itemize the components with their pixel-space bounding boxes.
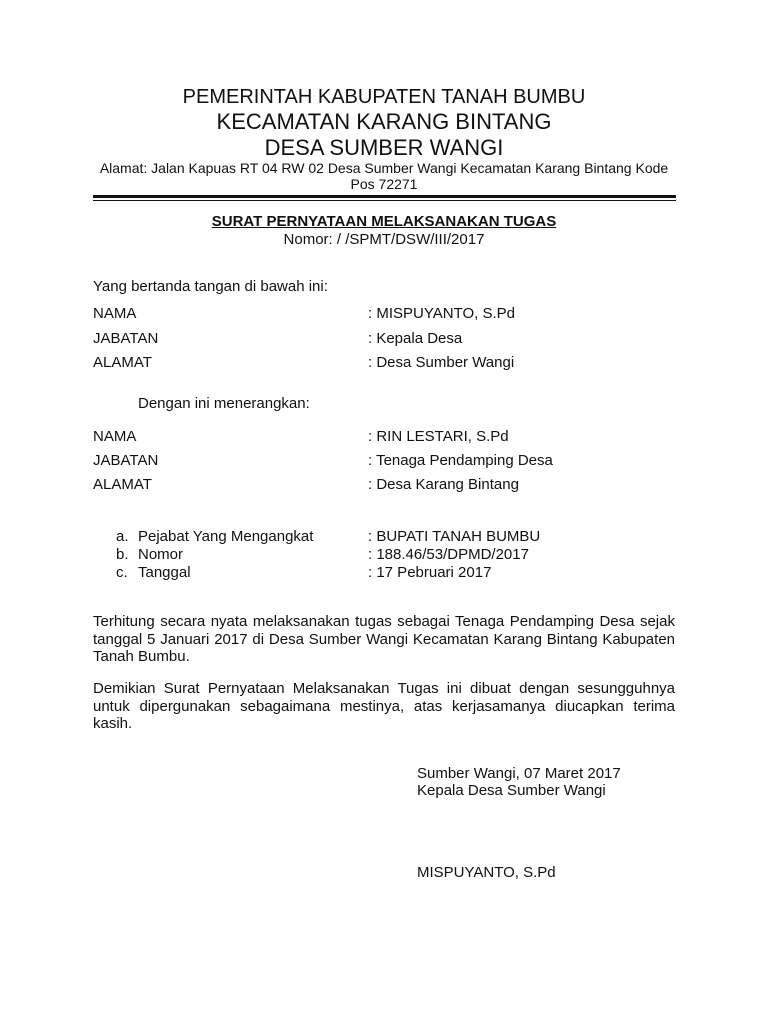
header-village: DESA SUMBER WANGI (264, 135, 504, 160)
subject-position-label: JABATAN (93, 452, 159, 469)
signer-intro: Yang bertanda tangan di bawah ini: (93, 278, 328, 295)
appointment-marker-b: b. (116, 546, 129, 563)
header-divider-thick (93, 195, 676, 198)
signature-position: Kepala Desa Sumber Wangi (417, 782, 606, 799)
header-government: PEMERINTAH KABUPATEN TANAH BUMBU (182, 86, 586, 108)
signer-name-label: NAMA (93, 305, 137, 322)
signature-place-date: Sumber Wangi, 07 Maret 2017 (417, 765, 621, 782)
assignment-paragraph: Terhitung secara nyata melaksanakan tugas sebagai Tenaga Pendamping Desa sejak tanggal 5 Januari 2017 di Desa Sumber Wangi Kecamatan Karang Bintang Kabupaten Tanah Bumbu. (93, 613, 675, 665)
appointment-marker-c: c. (116, 564, 128, 581)
subject-name-value: : RIN LESTARI, S.Pd (368, 428, 509, 445)
subject-position-value: : Tenaga Pendamping Desa (368, 452, 553, 469)
appointment-date-value: : 17 Pebruari 2017 (368, 564, 492, 581)
header-district: KECAMATAN KARANG BINTANG (216, 109, 552, 134)
signer-address-value: : Desa Sumber Wangi (368, 354, 515, 371)
header-divider-thin (93, 200, 676, 201)
appointment-official-value: : BUPATI TANAH BUMBU (368, 528, 541, 545)
subject-intro: Dengan ini menerangkan: (138, 395, 310, 412)
signature-name: MISPUYANTO, S.Pd (417, 864, 556, 881)
appointment-marker-a: a. (116, 528, 129, 545)
appointment-number-value: : 188.46/53/DPMD/2017 (368, 546, 529, 563)
appointment-number-label: Nomor (138, 546, 184, 563)
signer-name-value: : MISPUYANTO, S.Pd (368, 305, 515, 322)
signer-position-value: : Kepala Desa (368, 330, 463, 347)
subject-name-label: NAMA (93, 428, 137, 445)
signer-address-label: ALAMAT (93, 354, 152, 371)
subject-address-label: ALAMAT (93, 476, 152, 493)
closing-paragraph: Demikian Surat Pernyataan Melaksanakan Tugas ini dibuat dengan sesungguhnya untuk dipergunakan sebagaimana mestinya, atas kerjasamanya diucapkan terima kasih. (93, 680, 675, 732)
signer-position-label: JABATAN (93, 330, 159, 347)
subject-address-value: : Desa Karang Bintang (368, 476, 519, 493)
appointment-date-label: Tanggal (138, 564, 191, 581)
appointment-official-label: Pejabat Yang Mengangkat (138, 528, 314, 545)
header-address-line-2: Pos 72271 (350, 176, 418, 192)
document-title: SURAT PERNYATAAN MELAKSANAKAN TUGAS (211, 213, 557, 230)
document-number: Nomor: / /SPMT/DSW/III/2017 (283, 231, 485, 248)
header-address-line-1: Alamat: Jalan Kapuas RT 04 RW 02 Desa Sumber Wangi Kecamatan Karang Bintang Kode (99, 160, 669, 176)
